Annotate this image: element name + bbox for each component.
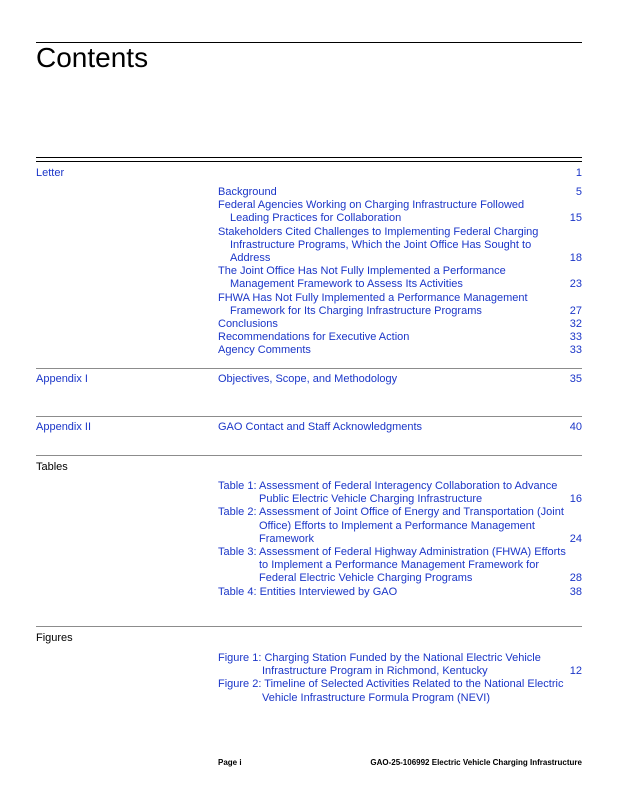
toc-entry-page[interactable]: 12 — [569, 665, 582, 678]
toc-appendix1-page[interactable]: 35 — [569, 373, 582, 385]
toc-entry-title[interactable]: The Joint Office Has Not Fully Implemented a Performance Management Framework to Assess Its Activities — [218, 265, 506, 291]
toc-appendix2-page[interactable]: 40 — [569, 421, 582, 433]
toc-letter-page[interactable]: 1 — [575, 167, 582, 179]
letter-double-rule-bottom — [36, 161, 582, 162]
tables-entries — [218, 480, 582, 599]
toc-entry-page[interactable]: 33 — [569, 331, 582, 344]
tables-rule — [36, 455, 582, 456]
toc-appendix1-title[interactable]: Objectives, Scope, and Methodology — [218, 373, 398, 385]
toc-entry[interactable] — [218, 318, 582, 331]
toc-entry-title[interactable]: Background — [218, 186, 277, 198]
toc-entry[interactable] — [218, 546, 582, 586]
page-title: Contents — [36, 42, 149, 73]
toc-entry[interactable] — [218, 199, 582, 225]
toc-entry-page[interactable]: 33 — [569, 344, 582, 357]
toc-entry-title[interactable]: Stakeholders Cited Challenges to Implementing Federal Charging Infrastructure Programs, Which the Joint Office Has Sought to Address — [218, 225, 539, 265]
toc-entry[interactable] — [218, 480, 582, 506]
toc-appendix1-label[interactable]: Appendix I — [36, 373, 88, 385]
footer-page-label: Page i — [218, 758, 242, 767]
toc-entry-page[interactable]: 15 — [569, 212, 582, 225]
toc-entry-title[interactable]: Agency Comments — [218, 344, 311, 357]
toc-entry[interactable] — [218, 344, 582, 357]
toc-entry-page[interactable]: 32 — [569, 318, 582, 331]
toc-entry-page[interactable]: 23 — [569, 278, 582, 291]
letter-entries — [218, 186, 582, 358]
toc-entry-title[interactable]: Recommendations for Executive Action — [218, 331, 410, 344]
toc-entry-title[interactable]: Figure 2: Timeline of Selected Activities Related to the National Electric Vehicle Infrastructure Formula Program (NEVI) — [218, 678, 564, 704]
toc-appendix2-title[interactable]: GAO Contact and Staff Acknowledgments — [218, 421, 423, 433]
toc-letter-link[interactable]: Letter — [36, 167, 65, 179]
toc-entry-page[interactable]: 38 — [569, 585, 582, 598]
toc-entry-title[interactable]: Table 3: Assessment of Federal Highway Administration (FHWA) Efforts to Implement a Performance Management Framework for Federal Electric Vehicle Charging Programs — [218, 546, 566, 585]
toc-entry-title[interactable]: Table 4: Entities Interviewed by GAO — [218, 585, 398, 598]
toc-entry-page[interactable]: 5 — [575, 186, 582, 198]
toc-entry-title[interactable]: Conclusions — [218, 318, 278, 331]
figures-rule — [36, 626, 582, 627]
tables-heading: Tables — [36, 461, 68, 473]
toc-entry[interactable] — [218, 331, 582, 344]
toc-entry[interactable] — [218, 226, 582, 266]
appendix2-rule — [36, 416, 582, 417]
toc-entry-page[interactable]: 24 — [569, 532, 582, 545]
toc-entry-title[interactable]: FHWA Has Not Fully Implemented a Performance Management Framework for Its Charging Infrastructure Programs — [218, 291, 528, 317]
toc-entry[interactable] — [218, 678, 582, 704]
toc-entry[interactable] — [218, 506, 582, 546]
toc-entry-title[interactable]: Table 2: Assessment of Joint Office of Energy and Transportation (Joint Office) Efforts to Implement a Performance Management Framework — [218, 506, 564, 545]
footer-report-title: GAO-25-106992 Electric Vehicle Charging Infrastructure — [370, 758, 582, 767]
toc-entry-page[interactable]: 16 — [569, 493, 582, 506]
toc-entry[interactable] — [218, 292, 582, 318]
toc-appendix2-label[interactable]: Appendix II — [36, 421, 92, 433]
toc-entry-title[interactable]: Federal Agencies Working on Charging Infrastructure Followed Leading Practices for Collaboration — [218, 199, 525, 225]
letter-double-rule-top — [36, 157, 582, 158]
toc-entry-title[interactable]: Table 1: Assessment of Federal Interagency Collaboration to Advance Public Electric Vehicle Charging Infrastructure — [218, 480, 558, 506]
toc-entry[interactable] — [218, 186, 582, 199]
appendix1-rule — [36, 368, 582, 369]
toc-entry[interactable] — [218, 586, 582, 599]
toc-entry[interactable] — [218, 652, 582, 678]
figures-heading: Figures — [36, 632, 73, 644]
toc-entry-title[interactable]: Figure 1: Charging Station Funded by the National Electric Vehicle Infrastructure Program in Richmond, Kentucky — [218, 652, 541, 678]
toc-entry-page[interactable]: 27 — [569, 304, 582, 317]
toc-entry-page[interactable]: 18 — [569, 252, 582, 265]
figures-entries — [218, 652, 582, 705]
toc-entry[interactable] — [218, 265, 582, 291]
toc-entry-page[interactable]: 28 — [569, 572, 582, 585]
